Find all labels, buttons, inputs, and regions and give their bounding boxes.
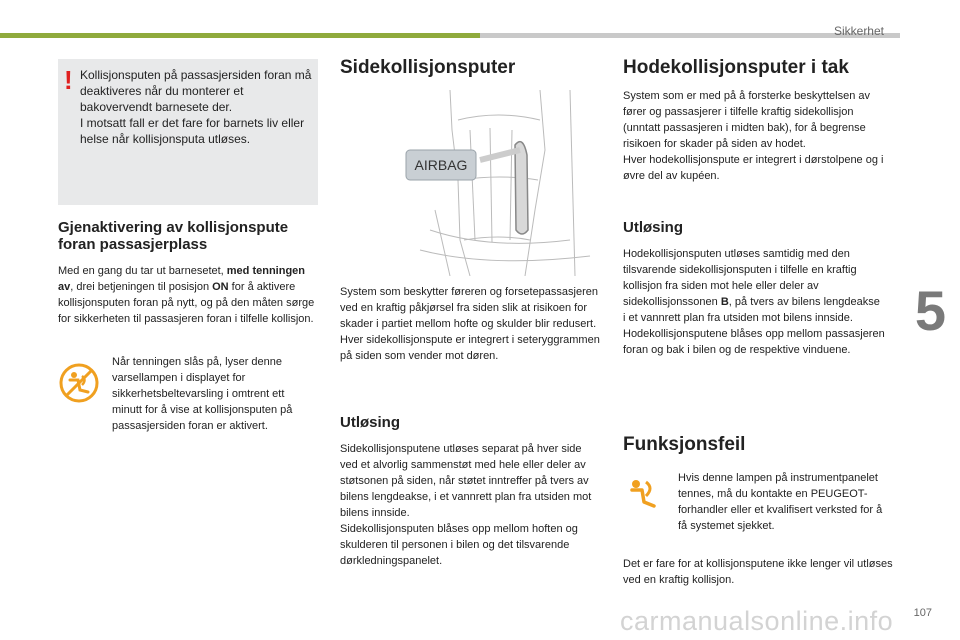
curtain-airbags-intro-1: System som er med på å forsterke beskyttelsen av fører og passasjerer i tilfelle kraftig sidekollisjon (unntatt passasjeren i midten bak), for å begrense risikoen for skader på siden av hodet. [623,90,870,150]
warning-line-1: Kollisjonsputen på passasjersiden foran må deaktiveres når du monterer et bakovervendt barnesete der. [80,68,312,114]
fault-note: Hvis denne lampen på instrumentpanelet tennes, må du kontakte en PEUGEOT-forhandler eller et kvalifisert verksted for å få systemet sjekket. [678,472,883,532]
curtain-deploy-heading: Utløsing [623,219,683,236]
curtain-deploy-text-1 [623,246,885,326]
side-deploy-text-1: Sidekollisjonsputene utløses separat på hver side ved et alvorlig sammenstøt med hele eller deler av støtsonen på siden, når støtet inntreffer på tvers av bilens lengdeakse, i et vannrett plan fra utsiden mot bilens innside. [340,443,592,519]
header-accent-bar [0,33,480,38]
side-deploy-text-2: Sidekollisjonsputen blåses opp mellom hoften og skulderen til personen i bilen og det tilsvarende dørkledningspanelet. [340,523,578,567]
side-airbags-intro [340,284,602,364]
fault-text: Det er fare for at kollisjonsputene ikke lenger vil utløses ved en kraftig kollisjon. [623,558,893,586]
curtain-deploy-text [623,246,885,358]
curtain-airbags-intro-2: Hver hodekollisjonspute er integrert i dørstolpene og i øvre del av kupéen. [623,154,884,182]
reactivation-text-bold1: med tenningen av [58,265,306,293]
curtain-airbags-intro [623,88,893,184]
reactivation-text-c: , drei betjeningen til posisjon [70,281,213,293]
curtain-deploy-text-a: Hodekollisjonsputen utløses samtidig med den tilsvarende sidekollisjonsputen i tilfelle en kraftig kollisjon fra siden mot hele eller deler av sidekollisjonssonen [623,248,857,308]
warning-line-2: I motsatt fall er det fare for barnets liv eller helse når kollisjonsputa utløses. [80,116,305,146]
airbag-fault-icon [626,476,662,512]
exclamation-icon: ! [64,65,73,95]
reactivation-text [58,263,318,327]
warning-text [80,67,316,147]
reactivation-text-bold2: ON [212,281,229,293]
watermark: carmanualsonline.info [620,606,894,636]
reactivation-heading: Gjenaktivering av kollisjonspute foran passasjerplass [58,219,289,253]
side-deploy-text [340,441,602,569]
fault-heading: Funksjonsfeil [623,434,746,455]
airbag-on-note: Når tenningen slås på, lyser denne varsellampen i displayet for sikkerhetsbeltevarsling i omtrent ett minutt for å vise at kollisjonsputen på passasjersiden foran er aktivert. [112,356,293,432]
reactivation-text-a: Med en gang du tar ut barnesetet, [58,265,227,277]
curtain-deploy-zone: B [720,296,729,308]
curtain-deploy-text-2: Hodekollisjonsputene blåses opp mellom passasjeren foran og bak i bilen og de respektive vinduene. [623,328,885,356]
curtain-airbags-heading: Hodekollisjonsputer i tak [623,57,849,78]
section-title: Sikkerhet [833,24,884,38]
warning-box [58,59,318,205]
reactivation-text-e: for å aktivere kollisjonsputen foran på nytt, og på den måten sørge for sikkerheten til passasjeren foran i tilfelle kollisjon. [58,281,315,325]
side-deploy-heading: Utløsing [340,414,400,431]
seat-airbag-illustration [340,90,602,276]
page-number: 107 [913,607,932,619]
side-airbags-heading: Sidekollisjonsputer [340,57,516,78]
side-airbags-intro-1: System som beskytter føreren og forsetepassasjeren ved en kraftig påkjørsel fra siden slik at risikoen for skader i partiet mellom hofte og skulder blir redusert. [340,286,598,330]
airbag-off-warning-icon [58,362,100,404]
chapter-number: 5 [914,279,946,342]
side-airbags-intro-2: Hver sidekollisjonspute er integrert i seteryggrammen på siden som vender mot døren. [340,334,600,362]
curtain-deploy-text-c: , på tvers av bilens lengdeakse i et vannrett plan fra utsiden mot bilens innside. [623,296,880,324]
airbag-image-label: AIRBAG [414,157,468,173]
